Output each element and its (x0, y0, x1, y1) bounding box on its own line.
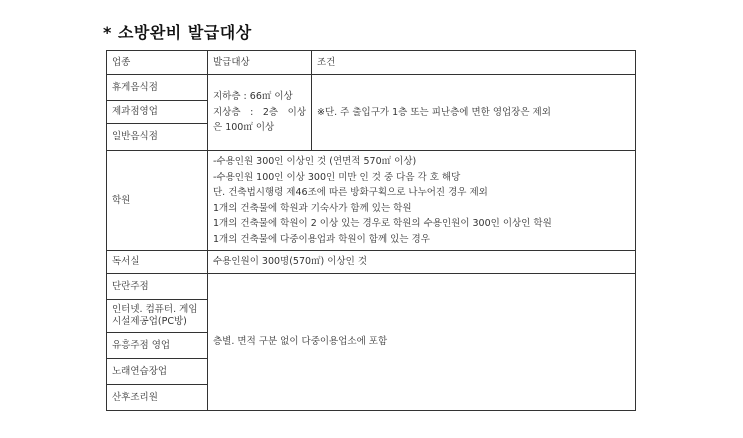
academy-line: -수용인원 300인 이상인 것 (연면적 570㎡ 이상) (213, 156, 417, 167)
header-condition: 조건 (312, 51, 636, 75)
table-header-row (107, 51, 636, 75)
academy-line: 단. 건축법시행령 제46조에 따른 방화구획으로 나누어진 경우 제외 (213, 187, 488, 198)
business-danran-bar: 단란주점 (107, 274, 208, 300)
business-rest-restaurant: 휴게음식점 (107, 75, 208, 101)
academy-line: 1개의 건축물에 다중이용업과 학원이 함께 있는 경우 (213, 233, 430, 245)
business-reading-room: 독서실 (107, 251, 208, 274)
business-general-restaurant: 일반음식점 (107, 124, 208, 151)
table-row (107, 251, 636, 274)
table-row (107, 274, 636, 300)
multi-use-condition-cell: 층별. 면적 구분 없이 다중이용업소에 포함 (208, 274, 636, 411)
target-line: 지상층 : 2층 이상 (213, 106, 306, 118)
business-bakery: 제과점영업 (107, 101, 208, 124)
academy-conditions-cell (208, 151, 636, 251)
restaurant-target-cell (208, 75, 312, 151)
target-line: 은 100㎡ 이상 (213, 122, 275, 134)
academy-line: 1개의 건축물에 학원과 기숙사가 함께 있는 학원 (213, 202, 412, 214)
fire-facility-table (106, 50, 636, 411)
target-line: 지하층 : 66㎡ 이상 (213, 91, 293, 103)
reading-room-condition-cell: 수용인원이 300명(570㎡) 이상인 것 (208, 251, 636, 274)
business-pc-room: 인터넷. 컴퓨터. 게임시설제공업(PC방) (107, 300, 208, 333)
business-postpartum-care: 산후조리원 (107, 385, 208, 411)
business-entertainment-bar: 유흥주점 영업 (107, 333, 208, 359)
academy-line: 1개의 건축물에 학원이 2 이상 있는 경우로 학원의 수용인원이 300인 이상인 학원 (213, 218, 552, 229)
header-business-type: 업종 (107, 51, 208, 75)
header-issue-target: 발급대상 (208, 51, 312, 75)
page-title: * 소방완비 발급대상 (103, 23, 252, 42)
business-karaoke: 노래연습장업 (107, 359, 208, 385)
restaurant-condition-cell: ※단. 주 출입구가 1층 또는 피난층에 면한 영업장은 제외 (312, 75, 636, 151)
academy-line: -수용인원 100인 이상 300인 미만 인 것 중 다음 각 호 해당 (213, 171, 461, 183)
table-row (107, 151, 636, 251)
table-row (107, 75, 636, 101)
business-academy: 학원 (107, 151, 208, 251)
